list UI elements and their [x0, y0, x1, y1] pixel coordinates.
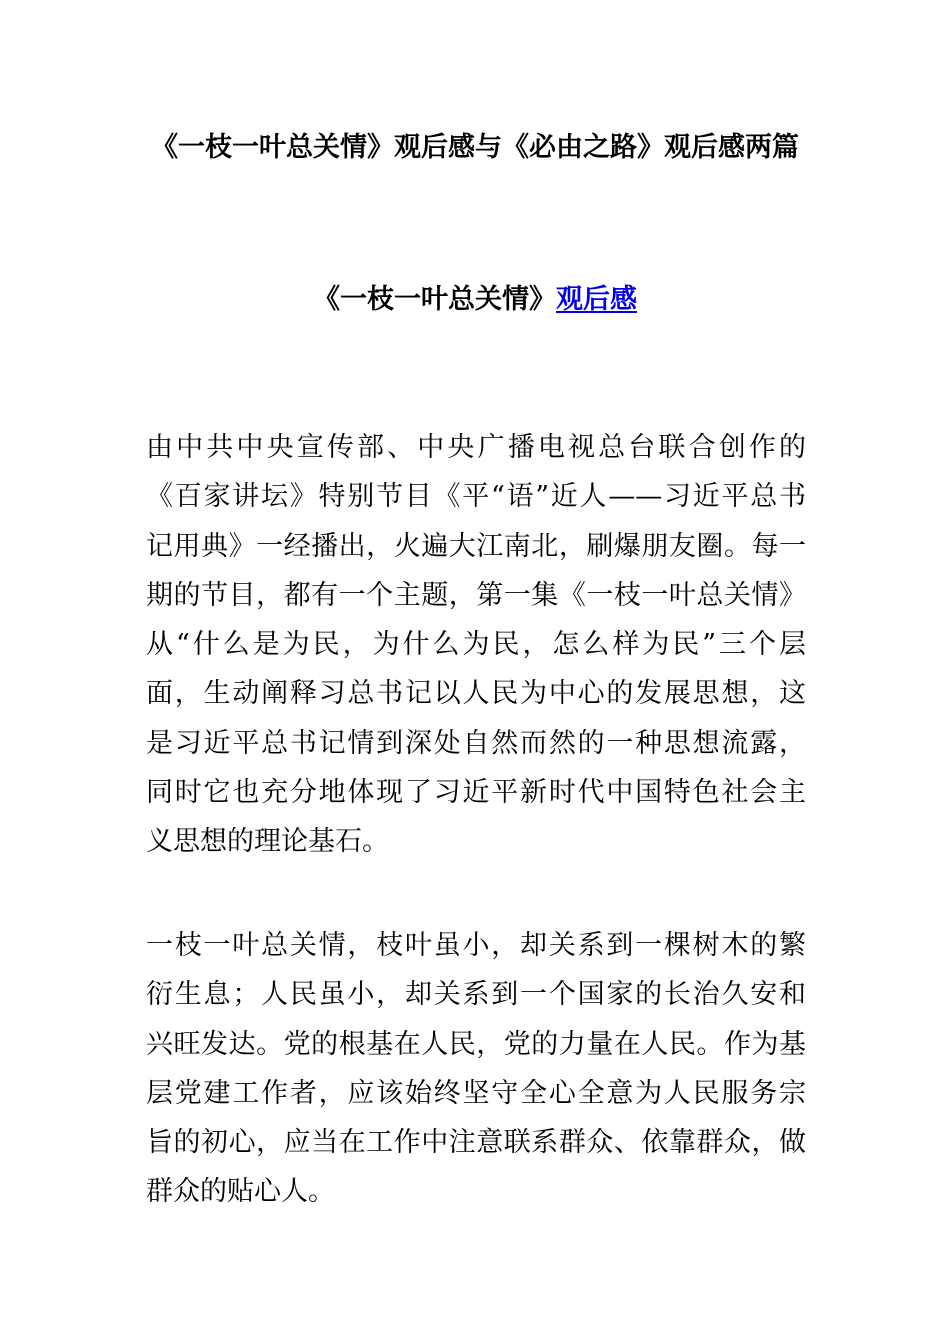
- paragraph-line: 群众的贴心人。: [146, 1176, 335, 1208]
- paragraph-line: 同时它也充分地体现了习近平新时代中国特色社会主: [146, 777, 806, 809]
- paragraph-line: 衍生息；人民虽小，却关系到一个国家的长治久安和: [146, 979, 806, 1011]
- paragraph-line: 旨的初心，应当在工作中注意联系群众、依靠群众，做: [146, 1127, 806, 1159]
- paragraph-1: [146, 423, 806, 867]
- paragraph-line: 期的节目，都有一个主题，第一集《一枝一叶总关情》: [146, 579, 806, 611]
- section-title: [0, 280, 950, 320]
- paragraph-2: [146, 921, 806, 1217]
- section-title-text: 《一枝一叶总关情》: [313, 284, 556, 315]
- paragraph-line: 从“什么是为民，为什么为民，怎么样为民”三个层: [146, 629, 806, 661]
- paragraph-line: 义思想的理论基石。: [146, 826, 389, 858]
- paragraph-line: 记用典》一经播出，火遍大江南北，刷爆朋友圈。每一: [146, 530, 806, 562]
- paragraph-line: 兴旺发达。党的根基在人民，党的力量在人民。作为基: [146, 1028, 806, 1060]
- paragraph-line: 由中共中央宣传部、中央广播电视总台联合创作的: [146, 432, 806, 463]
- paragraph-line: 层党建工作者，应该始终坚守全心全意为人民服务宗: [146, 1077, 806, 1109]
- paragraph-line: 面，生动阐释习总书记以人民为中心的发展思想，这: [146, 678, 806, 710]
- paragraph-line: 是习近平总书记情到深处自然而然的一种思想流露，: [146, 727, 806, 759]
- paragraph-line: 《百家讲坛》特别节目《平“语”近人——习近平总书: [146, 481, 806, 513]
- document-title: 《一枝一叶总关情》观后感与《必由之路》观后感两篇: [151, 132, 799, 163]
- paragraph-line: 一枝一叶总关情，枝叶虽小，却关系到一棵树木的繁: [146, 930, 806, 961]
- section-title-link[interactable]: 观后感: [556, 284, 637, 315]
